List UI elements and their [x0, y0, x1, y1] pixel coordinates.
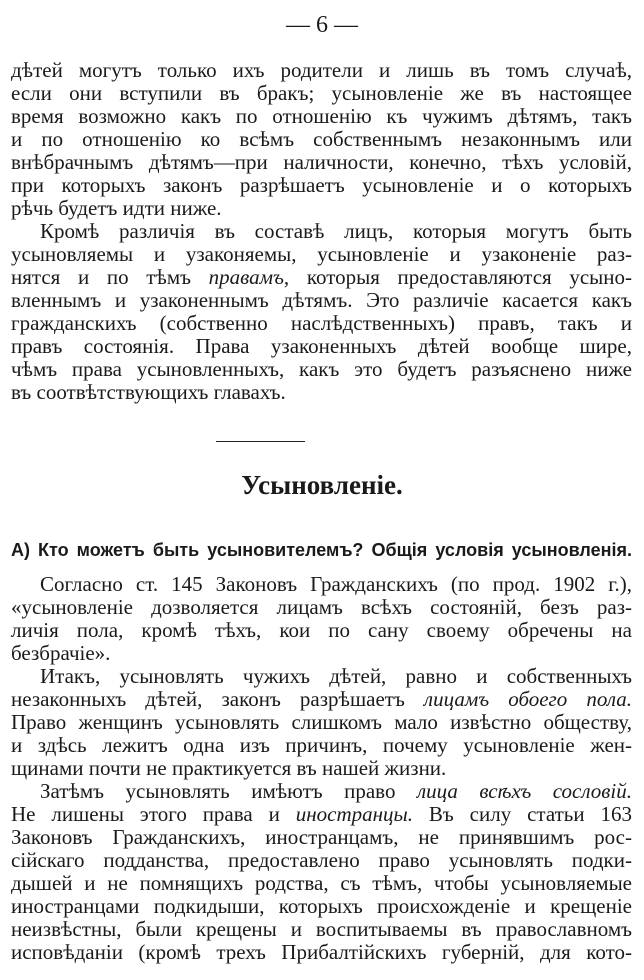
- text-line: Право женщинъ усыновлять слишкомъ мало извѣстно обществу,: [11, 710, 632, 734]
- text-line: сійскаго подданства, предоставлено право усыновлять подки-: [11, 848, 632, 872]
- text-line: дышей и не помнящихъ родства, съ тѣмъ, чтобы усыновляемые: [11, 871, 632, 895]
- text-segment: Въ силу статьи 163: [413, 802, 632, 826]
- paragraph: [11, 59, 632, 220]
- text-line: исповѣданіи (кромѣ трехъ Прибалтійскихъ губерній, для кото-: [11, 940, 632, 964]
- text-line: рѣчь будетъ идти ниже.: [11, 196, 222, 220]
- text-line: [11, 688, 632, 711]
- text-line: Согласно ст. 145 Законовъ Гражданскихъ (по прод. 1902 г.),: [40, 572, 632, 596]
- text-segment: Затѣмъ усыновлять имѣютъ право: [40, 779, 417, 803]
- text-line: иностранцами подкидыши, которыхъ происхожденіе и крещеніе: [11, 894, 632, 918]
- text-line: вленнымъ и узаконеннымъ дѣтямъ. Это различіе касается какъ: [11, 288, 632, 312]
- text-line: и по отношенію ко всѣмъ собственнымъ незаконнымъ или: [11, 127, 632, 151]
- text-segment: Не лишены этого права и: [11, 802, 296, 826]
- text-line: при которыхъ законъ разрѣшаетъ усыновленіе и о которыхъ: [11, 173, 632, 197]
- text-line: [11, 266, 632, 289]
- text-line: внѣбрачнымъ дѣтямъ—при наличности, конечно, тѣхъ условій,: [11, 150, 632, 174]
- text-line: неизвѣстны, были крещены и воспитываемы въ православномъ: [11, 917, 632, 941]
- page-number: — 6 —: [286, 12, 358, 38]
- paragraph: [11, 220, 632, 404]
- text-line: Законовъ Гражданскихъ, иностранцамъ, не принявшимъ рос-: [11, 825, 632, 849]
- section-title: Усыновленіе.: [241, 470, 403, 500]
- section-divider: [216, 441, 305, 442]
- text-line: если они вступили въ бракъ; усыновленіе же въ настоящее: [11, 81, 632, 105]
- paragraph: [11, 780, 632, 964]
- text-line: усыновляемы и узаконяемы, усыновленіе и узаконеніе раз-: [11, 242, 632, 266]
- text-line: и здѣсь лежитъ одна изъ причинъ, почему усыновленіе жен-: [11, 733, 632, 757]
- text-line: безбрачіе».: [11, 641, 111, 665]
- text-line: чѣмъ права усыновленныхъ, какъ это будетъ разъяснено ниже: [11, 357, 632, 381]
- text-line: Кромѣ различія въ составѣ лицъ, которыя могутъ быть: [40, 219, 632, 243]
- text-line: въ соотвѣтствующихъ главахъ.: [11, 380, 286, 404]
- text-line: [11, 780, 632, 803]
- subsection-title: А) Кто можетъ быть усыновителемъ? Общія условія усыновленія.: [11, 540, 632, 560]
- text-line: щинами почти не практикуется въ нашей жизни.: [11, 756, 447, 780]
- paragraph: [11, 573, 632, 665]
- emphasis-text: правамъ: [208, 265, 284, 289]
- text-line: личія пола, кромѣ тѣхъ, кои по сану своему обречены на: [11, 618, 632, 642]
- paragraph: [11, 665, 632, 780]
- text-line: правъ состоянія. Права узаконенныхъ дѣтей вообще шире,: [11, 334, 632, 358]
- intro-text: [11, 59, 632, 404]
- text-segment: , которыя предоставляются усыно-: [283, 265, 632, 289]
- emphasis-text: иностранцы.: [295, 802, 414, 826]
- emphasis-text: лица всѣхъ сословій.: [416, 779, 632, 803]
- emphasis-text: лицамъ обоего пола.: [423, 687, 632, 711]
- text-segment: незаконныхъ дѣтей, законъ разрѣшаетъ: [11, 687, 424, 711]
- text-segment: нятся и по тѣмъ: [11, 265, 209, 289]
- adoption-text: [11, 573, 632, 964]
- text-line: гражданскихъ (собственно наслѣдственныхъ) правъ, такъ и: [11, 311, 632, 335]
- text-line: дѣтей могутъ только ихъ родители и лишь въ томъ случаѣ,: [11, 58, 632, 82]
- text-line: время возможно какъ по отношенію къ чужимъ дѣтямъ, такъ: [11, 104, 632, 128]
- text-line: Итакъ, усыновлять чужихъ дѣтей, равно и собственныхъ: [40, 664, 632, 688]
- text-line: [11, 803, 632, 826]
- text-line: «усыновленіе дозволяется лицамъ всѣхъ состояній, безъ раз-: [11, 595, 632, 619]
